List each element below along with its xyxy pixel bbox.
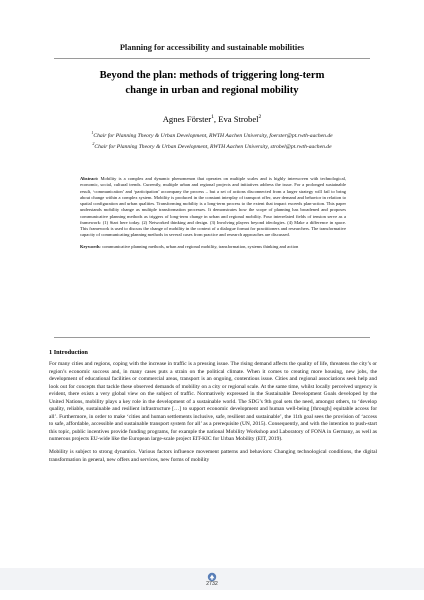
- page-number: 2732: [206, 581, 218, 587]
- author-affiliation-mark: 2: [258, 114, 262, 121]
- publisher-logo-icon: [207, 569, 217, 579]
- affiliation-mark: 1: [91, 130, 94, 135]
- affiliation-text: Chair for Planning Theory & Urban Development, RWTH Aachen University, foerster@pt.rwth-aachen.de: [93, 132, 333, 139]
- author-separator: ,: [213, 114, 219, 124]
- affiliation-line: [36, 140, 388, 151]
- abstract-rule: [54, 337, 370, 338]
- body-text: [49, 361, 377, 469]
- keywords-text: : communicative planning methods, urban and regional mobility, transformation, systems thinking and action: [99, 243, 299, 249]
- author-affiliation-mark: 1: [211, 114, 214, 121]
- author-name: Eva Strobel: [218, 114, 259, 124]
- paper-title-line-2: change in urban and regional mobility: [125, 85, 299, 96]
- keywords-label: Keywords: [80, 243, 100, 249]
- author-name: Agnes Förster: [162, 114, 212, 124]
- affiliation-line: [36, 129, 388, 140]
- paper-title-line-1: Beyond the plan: methods of triggering long-term: [99, 70, 325, 81]
- abstract-label: Abstract:: [80, 176, 99, 181]
- affiliation-mark: 2: [92, 141, 95, 147]
- body-paragraph: Mobility is subject to strong dynamics. Various factors influence movement patterns and behaviors: Changing technological conditions, the digital transformation in general, new offers and services, new forms of mobility: [49, 449, 377, 463]
- section-heading: 1 Introduction: [49, 349, 88, 356]
- abstract-text: Mobility is a complex and dynamic phenomenon that operates on multiple scales and is highly interwoven with technological, economic, social, cultural trends. Currently, multiple urban and regional projects and initiatives address the issue. For a prolonged sustainable result, ‘communication’ and ‘participation’ accompany the process – but a set of actions disconnected from a larger strategy will fail to bring about change within a complex system. Mobility is produced in the constant interplay of transport offer, user demand and behavior in relation to spatial configuration and urban qualities. Transforming mobility is a long-term process to the extent that impact exceeds plan-action. This paper understands mobility change as multiple transformation processes. It demonstrates how the scope of planning has broadened and proposes communicative planning methods as triggers of long-term change in urban and regional mobility. Four interrelated fields of tension serve as a framework: (1) Start here today. (2) Networked thinking and design. (3) Involving players beyond ideologies. (4) Make a difference in space. This framework is used to discuss the change of mobility in the context of a dialogue format for practitioners and researchers. The transformative capacity of communicating planning methods in several cases from practice and research approaches are discussed.: [80, 176, 346, 238]
- affiliation-text: Chair for Planning Theory & Urban Development, RWTH Aachen University, strobel@pt.rwth-aachen.de: [94, 144, 332, 151]
- header-rule: [54, 58, 370, 59]
- affiliations: [36, 129, 388, 152]
- author-list: [0, 114, 424, 124]
- keywords-paragraph: [80, 244, 346, 250]
- body-paragraph: For many cities and regions, coping with the increase in traffic is a pressing issue. The rising demand affects the quality of life, threatens the city’s or region’s economic success and, in many cases puts a strain on the political climate. When it comes to creating more housing, new jobs, the development of educational facilities or commercial areas, transport is an ongoing, contentious issue. Cities and regional associations seek help and look out for concepts that tackle these observed demands of mobility on a city or regional scale. At the same time, whilst locally perceived urgency is evident, there exists a very global view on the subject of traffic. Normatively expressed in the Sustainable Development Goals developed by the United Nations, mobility plays a key role in the development of a sustainable world. The SDG’s 9th goal sets the need, amongst others, to ‘develop quality, reliable, sustainable and resilient infrastructure […] to support economic development and human well-being [through] equitable access for all’. Furthermore, in order to make ‘cities and human settlements inclusive, safe, resilient and sustainable’, the 11th goal sees the provision of ‘access to safe, affordable, accessible and sustainable transport system for all’ as a prerequisite (UN, 2015). Consequently, and with the intention to push-start this topic, public incentives provide funding programs, for example the national Mobility Workshop and Laboratory of FONA in Germany, as well as numerous projects EU-wide like the European large-scale project EIT-KIC for Urban Mobility (EIT, 2019).: [49, 361, 377, 443]
- series-title: Planning for accessibility and sustainable mobilities: [119, 43, 305, 52]
- abstract-section: [80, 176, 346, 250]
- abstract-paragraph: [80, 176, 346, 239]
- paper-title: [60, 68, 364, 98]
